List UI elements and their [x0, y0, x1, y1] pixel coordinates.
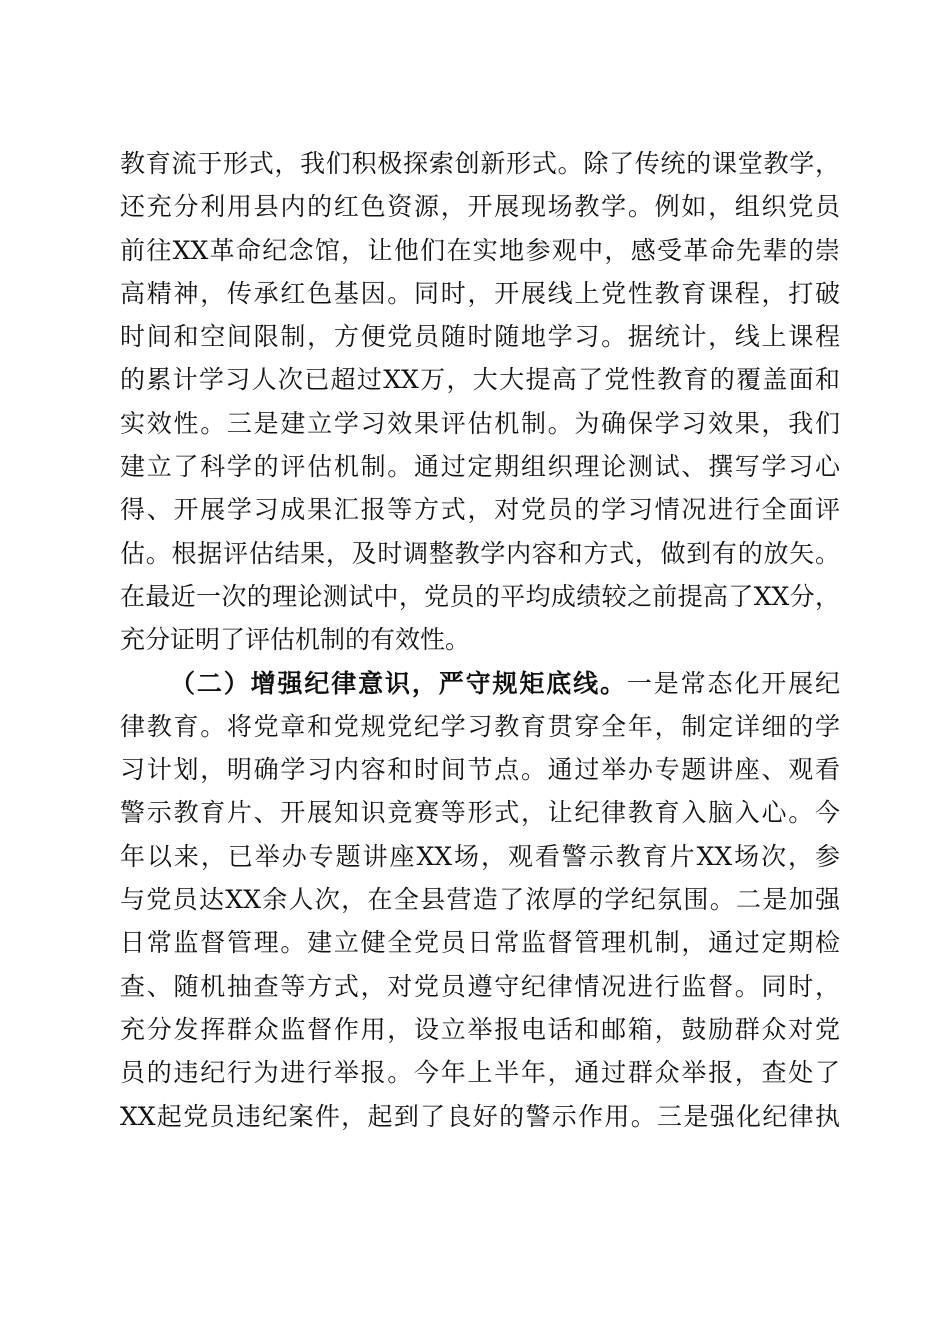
- text-line: 日常监督管理。建立健全党员日常监督管理机制，通过定期检: [120, 928, 840, 958]
- text-line: 律教育。将党章和党规党纪学习教育贯穿全年，制定详细的学: [120, 711, 840, 741]
- text-line: 时间和空间限制，方便党员随时随地学习。据统计，线上课程: [120, 322, 840, 352]
- text-line: XX起党员违纪案件，起到了良好的警示作用。三是强化纪律执: [120, 1101, 840, 1131]
- text-line: 年以来，已举办专题讲座XX场，观看警示教育片XX场次，参: [120, 841, 840, 871]
- text-line: 与党员达XX余人次，在全县营造了浓厚的学纪氛围。二是加强: [120, 885, 840, 915]
- text-line: 得、开展学习成果汇报等方式，对党员的学习情况进行全面评: [120, 495, 840, 525]
- text-line: 前往XX革命纪念馆，让他们在实地参观中，感受革命先辈的崇: [120, 235, 840, 265]
- text-line: 还充分利用县内的红色资源，开展现场教学。例如，组织党员: [120, 192, 840, 222]
- text-line: 查、随机抽查等方式，对党员遵守纪律情况进行监督。同时，: [120, 971, 840, 1001]
- text-line: 在最近一次的理论测试中，党员的平均成绩较之前提高了XX分，: [120, 581, 840, 611]
- body-text: [120, 142, 840, 1138]
- text-line: 员的违纪行为进行举报。今年上半年，通过群众举报，查处了: [120, 1058, 840, 1088]
- text-line: 高精神，传承红色基因。同时，开展线上党性教育课程，打破: [120, 278, 840, 308]
- text-line: 充分证明了评估机制的有效性。: [120, 625, 471, 655]
- text-line: 的累计学习人次已超过XX万，大大提高了党性教育的覆盖面和: [120, 365, 840, 395]
- section-first-line-text: 一是常态化开展纪: [626, 668, 840, 698]
- text-line: 警示教育片、开展知识竞赛等形式，让纪律教育入脑入心。今: [120, 798, 840, 828]
- text-line: 教育流于形式，我们积极探索创新形式。除了传统的课堂教学，: [120, 149, 840, 178]
- section-first-line: [120, 662, 840, 705]
- section-heading: （二）增强纪律意识，严守规矩底线。: [170, 668, 627, 698]
- text-line: 习计划，明确学习内容和时间节点。通过举办专题讲座、观看: [120, 755, 840, 785]
- text-line: 充分发挥群众监督作用，设立举报电话和邮箱，鼓励群众对党: [120, 1014, 840, 1044]
- text-line: 估。根据评估结果，及时调整教学内容和方式，做到有的放矢。: [120, 538, 840, 568]
- text-line: 实效性。三是建立学习效果评估机制。为确保学习效果，我们: [120, 408, 840, 438]
- text-line: 建立了科学的评估机制。通过定期组织理论测试、撰写学习心: [120, 452, 840, 482]
